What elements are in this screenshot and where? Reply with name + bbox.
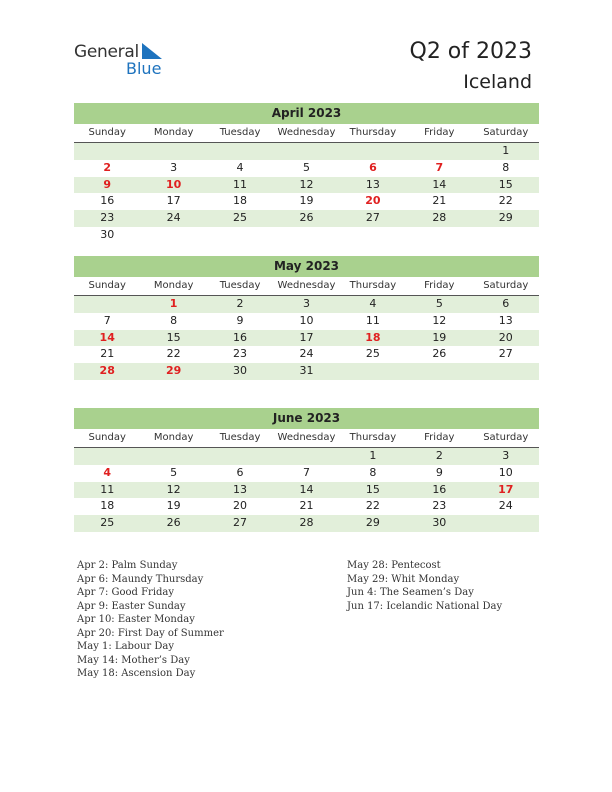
day-cell: 28 xyxy=(299,516,314,530)
country-name: Iceland xyxy=(463,71,532,93)
holiday-day-cell: 9 xyxy=(103,177,112,191)
day-cell: 17 xyxy=(166,194,181,208)
day-cell: 4 xyxy=(369,297,377,310)
day-cell: 28 xyxy=(432,211,447,225)
day-cell: 16 xyxy=(233,330,248,344)
day-cell: 30 xyxy=(233,364,248,378)
day-cell: 3 xyxy=(502,449,510,462)
month-title: June 2023 xyxy=(74,408,539,429)
weekday-label: Tuesday xyxy=(219,432,261,443)
day-cell xyxy=(406,143,472,160)
day-cell xyxy=(74,296,140,313)
holiday-list-item: Apr 9: Easter Sunday xyxy=(77,600,186,612)
day-cell: 30 xyxy=(100,227,115,241)
day-cell: 22 xyxy=(365,499,380,513)
day-cell: 7 xyxy=(103,313,111,327)
holiday-list-item: Apr 6: Maundy Thursday xyxy=(77,573,204,585)
weekday-label: Saturday xyxy=(483,280,529,291)
day-cell: 16 xyxy=(432,482,447,496)
page-title: Q2 of 2023 xyxy=(409,39,532,64)
weekday-label: Sunday xyxy=(88,432,126,443)
weekday-label: Monday xyxy=(153,432,194,443)
day-cell xyxy=(473,363,539,380)
day-cell: 5 xyxy=(170,465,178,479)
weekday-label: Friday xyxy=(424,127,455,138)
day-cell: 12 xyxy=(166,482,181,496)
month-title: April 2023 xyxy=(74,103,539,124)
day-cell: 18 xyxy=(233,194,248,208)
day-cell: 14 xyxy=(299,482,314,496)
holiday-day-cell: 29 xyxy=(165,364,182,378)
day-cell xyxy=(473,515,539,532)
day-cell: 12 xyxy=(299,177,314,191)
day-cell: 5 xyxy=(435,297,443,310)
day-cell: 30 xyxy=(432,516,447,530)
weekday-header-row xyxy=(74,429,539,448)
day-cell: 8 xyxy=(170,313,178,327)
holiday-day-cell: 7 xyxy=(435,160,444,174)
day-cell: 8 xyxy=(369,465,377,479)
holiday-day-cell: 28 xyxy=(99,364,115,378)
day-cell: 22 xyxy=(498,194,513,208)
day-cell: 2 xyxy=(236,297,244,310)
day-cell: 11 xyxy=(365,313,380,327)
logo-text-blue: Blue xyxy=(126,59,162,78)
day-cell: 22 xyxy=(166,347,181,361)
week-row xyxy=(74,143,539,160)
day-cell: 18 xyxy=(100,499,115,513)
day-cell: 26 xyxy=(299,211,314,225)
weekday-label: Wednesday xyxy=(277,280,336,291)
holiday-day-cell: 10 xyxy=(165,177,182,191)
weekday-label: Wednesday xyxy=(277,127,336,138)
day-cell xyxy=(273,143,339,160)
brand-logo xyxy=(74,42,174,82)
day-cell xyxy=(140,227,206,244)
day-cell: 3 xyxy=(302,297,310,310)
day-cell: 21 xyxy=(299,499,314,513)
holiday-list-item: Jun 17: Icelandic National Day xyxy=(347,600,503,612)
weekday-label: Thursday xyxy=(349,280,397,291)
week-row xyxy=(74,515,539,532)
holiday-day-cell: 20 xyxy=(365,194,381,208)
day-cell xyxy=(406,227,472,244)
day-cell: 21 xyxy=(432,194,447,208)
day-cell: 24 xyxy=(166,211,181,225)
day-cell: 5 xyxy=(302,160,310,174)
month-calendar-april xyxy=(74,103,539,244)
weekday-label: Friday xyxy=(424,432,455,443)
holiday-list-item: Apr 20: First Day of Summer xyxy=(77,627,224,639)
day-cell xyxy=(406,363,472,380)
week-row xyxy=(74,498,539,515)
weekday-label: Monday xyxy=(153,127,194,138)
day-cell: 23 xyxy=(233,347,248,361)
day-cell: 13 xyxy=(365,177,380,191)
month-calendar-may xyxy=(74,256,539,380)
week-row xyxy=(74,160,539,177)
day-cell: 20 xyxy=(233,499,248,513)
weekday-label: Saturday xyxy=(483,127,529,138)
day-cell xyxy=(74,143,140,160)
holiday-day-cell: 18 xyxy=(365,330,381,344)
holiday-list-right xyxy=(347,559,502,613)
day-cell: 29 xyxy=(498,211,513,225)
day-cell: 16 xyxy=(100,194,115,208)
holiday-list-item: May 18: Ascension Day xyxy=(77,668,196,679)
holiday-list-item: Apr 2: Palm Sunday xyxy=(77,560,178,571)
day-cell: 17 xyxy=(299,330,314,344)
day-cell: 19 xyxy=(166,499,181,513)
day-cell: 19 xyxy=(299,194,314,208)
day-cell xyxy=(273,448,339,465)
weekday-label: Tuesday xyxy=(219,280,261,291)
week-row xyxy=(74,448,539,465)
day-cell: 2 xyxy=(435,449,443,462)
day-cell: 27 xyxy=(233,516,248,530)
day-cell: 1 xyxy=(369,449,377,462)
day-cell: 3 xyxy=(170,160,178,174)
day-cell: 21 xyxy=(100,347,115,361)
day-cell: 15 xyxy=(166,330,181,344)
day-cell: 25 xyxy=(100,516,115,530)
day-cell: 8 xyxy=(502,160,510,174)
day-cell: 13 xyxy=(498,313,513,327)
holiday-day-cell: 1 xyxy=(169,297,178,310)
holiday-list-item: May 28: Pentecost xyxy=(347,560,441,571)
day-cell xyxy=(273,227,339,244)
week-row xyxy=(74,177,539,194)
weekday-label: Friday xyxy=(424,280,455,291)
day-cell xyxy=(207,143,273,160)
week-row xyxy=(74,363,539,380)
holiday-list-left xyxy=(77,559,224,681)
month-title: May 2023 xyxy=(74,256,539,277)
day-cell: 13 xyxy=(233,482,248,496)
day-cell: 27 xyxy=(498,347,513,361)
day-cell xyxy=(140,448,206,465)
day-cell: 26 xyxy=(432,347,447,361)
day-cell xyxy=(473,227,539,244)
weekday-label: Thursday xyxy=(349,127,397,138)
day-cell: 7 xyxy=(302,465,310,479)
weekday-label: Sunday xyxy=(88,127,126,138)
week-row xyxy=(74,313,539,330)
day-cell: 25 xyxy=(233,211,248,225)
day-cell: 9 xyxy=(435,465,443,479)
week-row xyxy=(74,210,539,227)
week-row xyxy=(74,346,539,363)
week-row xyxy=(74,330,539,347)
day-cell: 20 xyxy=(498,330,513,344)
month-calendar-june xyxy=(74,408,539,532)
day-cell: 6 xyxy=(236,465,244,479)
holiday-day-cell: 2 xyxy=(103,160,112,174)
day-cell: 11 xyxy=(233,177,248,191)
day-cell xyxy=(340,143,406,160)
day-cell: 31 xyxy=(299,364,314,378)
day-cell xyxy=(74,448,140,465)
day-cell: 4 xyxy=(236,160,244,174)
day-cell: 23 xyxy=(432,499,447,513)
holiday-list-item: Apr 10: Easter Monday xyxy=(77,614,195,625)
day-cell: 15 xyxy=(498,177,513,191)
holiday-day-cell: 17 xyxy=(498,482,514,496)
weekday-label: Sunday xyxy=(88,280,126,291)
day-cell: 14 xyxy=(432,177,447,191)
week-row xyxy=(74,482,539,499)
day-cell: 1 xyxy=(502,144,510,157)
day-cell: 11 xyxy=(100,482,115,496)
day-cell xyxy=(340,227,406,244)
holiday-day-cell: 4 xyxy=(103,465,112,479)
weekday-label: Thursday xyxy=(349,432,397,443)
day-cell: 24 xyxy=(299,347,314,361)
day-cell: 27 xyxy=(365,211,380,225)
day-cell: 15 xyxy=(365,482,380,496)
logo-triangle-icon xyxy=(142,43,162,59)
week-row xyxy=(74,296,539,313)
weekday-header-row xyxy=(74,124,539,143)
holiday-list-item: May 14: Mother’s Day xyxy=(77,654,190,666)
weekday-label: Monday xyxy=(153,280,194,291)
holiday-list-item: Jun 4: The Seamen’s Day xyxy=(347,587,474,598)
weekday-header-row xyxy=(74,277,539,296)
day-cell xyxy=(140,143,206,160)
holiday-list-item: May 29: Whit Monday xyxy=(347,573,460,585)
day-cell xyxy=(340,363,406,380)
weekday-label: Saturday xyxy=(483,432,529,443)
day-cell: 10 xyxy=(498,465,513,479)
week-row xyxy=(74,193,539,210)
holiday-day-cell: 6 xyxy=(369,160,377,174)
day-cell: 29 xyxy=(365,516,380,530)
day-cell: 26 xyxy=(166,516,181,530)
week-row xyxy=(74,227,539,244)
weekday-label: Wednesday xyxy=(277,432,336,443)
day-cell: 12 xyxy=(432,313,447,327)
day-cell: 6 xyxy=(502,297,510,310)
weekday-label: Tuesday xyxy=(219,127,261,138)
day-cell xyxy=(207,448,273,465)
holiday-day-cell: 14 xyxy=(99,330,115,344)
day-cell xyxy=(207,227,273,244)
week-row xyxy=(74,465,539,482)
logo-text-general: General xyxy=(74,42,139,62)
day-cell: 19 xyxy=(432,330,447,344)
day-cell: 25 xyxy=(365,347,380,361)
day-cell: 10 xyxy=(299,313,314,327)
holiday-list-item: Apr 7: Good Friday xyxy=(77,587,175,598)
day-cell: 24 xyxy=(498,499,513,513)
day-cell: 23 xyxy=(100,211,115,225)
holiday-list-item: May 1: Labour Day xyxy=(77,641,174,652)
day-cell: 9 xyxy=(236,313,244,327)
